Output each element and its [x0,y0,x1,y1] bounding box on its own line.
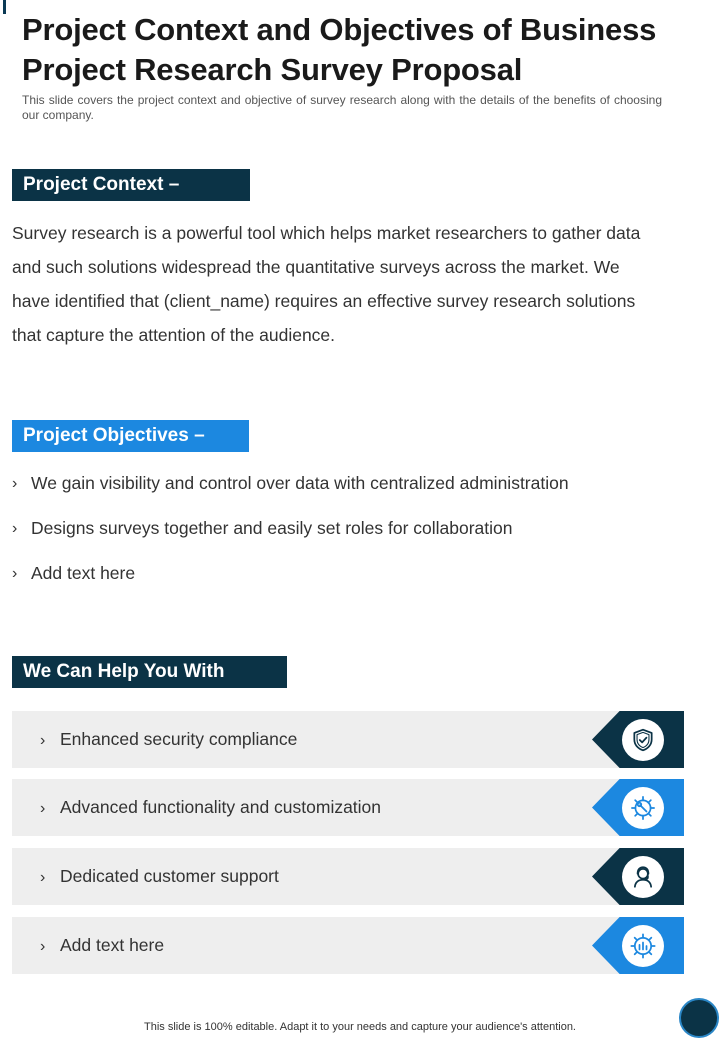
page-title: Project Context and Objectives of Business Project Research Survey Proposal [22,12,657,87]
support-agent-icon [622,856,664,898]
objective-item [12,506,569,551]
objective-item [12,551,569,596]
chevron-right-icon: › [40,800,46,817]
help-item-label: Add text here [60,935,165,955]
objective-item [12,461,569,506]
objective-text: Add text here [31,563,136,583]
help-heading: We Can Help You With [12,656,287,688]
corner-logo-badge [679,998,719,1038]
chevron-right-icon: › [40,938,46,955]
gear-chart-icon [622,925,664,967]
help-item-functionality [12,779,684,836]
help-item-security [12,711,684,768]
help-item-tab [592,917,684,974]
page-subtitle: This slide covers the project context and objective of survey research along with the details of the benefits of choosing our company. [22,93,662,122]
chevron-right-icon: › [40,869,46,886]
project-objectives-heading: Project Objectives – [12,420,249,452]
objectives-list [12,461,569,596]
chevron-right-icon: › [12,564,18,582]
chevron-right-icon: › [12,519,18,537]
help-item-tab [592,848,684,905]
chevron-right-icon: › [12,474,18,492]
project-context-text: Survey research is a powerful tool which helps market researchers to gather data and such solutions widespread the quantitative surveys across the market. We have identified that (client_name) requires an effective survey research solutions that capture the attention of the audience. [12,223,641,345]
shield-check-icon [622,719,664,761]
help-item-label: Advanced functionality and customization [60,797,382,817]
help-item-label: Enhanced security compliance [60,729,298,749]
gear-wrench-icon [622,787,664,829]
help-item-support [12,848,684,905]
objective-text: We gain visibility and control over data with centralized administration [31,473,569,493]
help-item-label: Dedicated customer support [60,866,279,886]
objective-text: Designs surveys together and easily set roles for collaboration [31,518,513,538]
project-context-heading: Project Context – [12,169,250,201]
help-item-tab [592,779,684,836]
edge-accent-mark [3,0,6,14]
chevron-right-icon: › [40,732,46,749]
footer-note: This slide is 100% editable. Adapt it to your needs and capture your audience's attention. [144,1021,576,1033]
help-item-tab [592,711,684,768]
help-item-add-text [12,917,684,974]
